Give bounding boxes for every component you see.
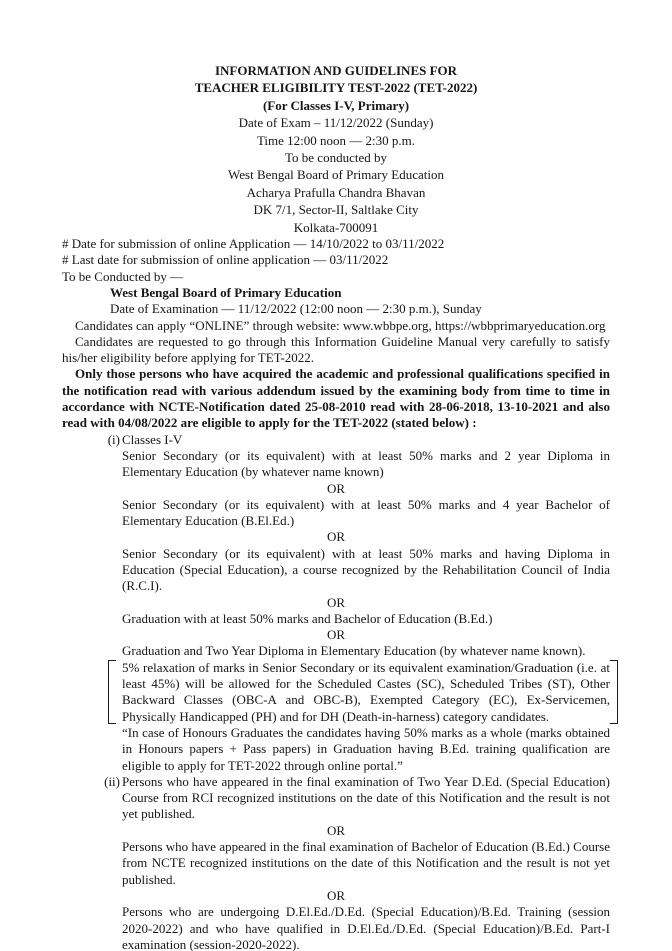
relaxation-note-bracketed [122, 660, 610, 725]
appeared-option-1: Persons who have appeared in the final examination of Two Year D.Ed. (Special Education) Course from RCI recognized institutions on the date of this Notification and the result is not yet published. [122, 773, 610, 822]
section-i-heading: Classes I-V [122, 431, 183, 447]
board-name-line: West Bengal Board of Primary Education [228, 167, 444, 183]
or-separator: OR [326, 887, 346, 903]
title-line-1: INFORMATION AND GUIDELINES FOR [214, 63, 458, 78]
title-line-3: (For Classes I-V, Primary) [262, 97, 410, 113]
eligibility-statement: Only those persons who have acquired the academic and professional qualifications specified in the notification read with various addendum issued by the examining body from time to time in accordance with NCTE-Notification dated 25-08-2010 read with 28-06-2018, 13-10-2021 and also read with 04/08/2022 are eligible to apply for the TET-2022 (stated below) : [62, 366, 610, 431]
conducted-by-line: To be conducted by [285, 150, 387, 166]
qualification-option-4: Graduation with at least 50% marks and Bachelor of Education (B.Ed.) [122, 610, 493, 626]
or-separator: OR [326, 627, 346, 643]
right-bracket-decoration [610, 660, 618, 724]
qualification-option-2: Senior Secondary (or its equivalent) with at least 50% marks and 4 year Bachelor of Elementary Education (B.El.Ed.) [122, 496, 610, 529]
board-street-line: DK 7/1, Sector-II, Saltlake City [253, 202, 419, 218]
qualification-option-3: Senior Secondary (or its equivalent) with at least 50% marks and having Diploma in Education (Special Education), a course recognized by the Rehabilitation Council of India (R.C.I). [122, 545, 610, 594]
appeared-option-3: Persons who are undergoing D.El.Ed./D.Ed. (Special Education)/B.Ed. Training (session 2020-2022) and who have qualified in D.El.Ed./D.Ed. (Special Education)/B.Ed. Part-I examination (session-2020-2022). [122, 904, 610, 951]
or-separator: OR [326, 594, 346, 610]
or-separator: OR [326, 480, 346, 496]
or-separator: OR [326, 822, 346, 838]
or-separator: OR [326, 529, 346, 545]
apply-online-note: Candidates can apply “ONLINE” through website: www.wbbpe.org, https://wbbprimaryeducation.org [75, 317, 606, 333]
document-header [62, 62, 610, 236]
section-ii-label: (ii) [104, 773, 120, 789]
conducted-by-label: To be Conducted by — [62, 268, 184, 284]
qualification-option-5: Graduation and Two Year Diploma in Elementary Education (by whatever name known). [122, 643, 586, 659]
left-bracket-decoration [108, 660, 116, 724]
section-ii [104, 773, 610, 823]
last-date-line: # Last date for submission of online application — 03/11/2022 [62, 252, 389, 268]
appeared-option-2: Persons who have appeared in the final examination of Bachelor of Education (B.Ed.) Course from NCTE recognized institutions on the date of this Notification and the result is not yet published. [122, 839, 610, 887]
board-building-line: Acharya Prafulla Chandra Bhavan [246, 184, 426, 200]
board-city-line: Kolkata-700091 [293, 219, 379, 235]
application-window-line: # Date for submission of online Application — 14/10/2022 to 03/11/2022 [62, 236, 445, 252]
exam-date-line: Date of Exam – 11/12/2022 (Sunday) [238, 115, 434, 131]
title-line-2: TEACHER ELIGIBILITY TEST-2022 (TET-2022) [194, 80, 478, 96]
examination-date-line: Date of Examination — 11/12/2022 (12:00 noon — 2:30 p.m.), Sunday [110, 301, 482, 317]
relaxation-note: 5% relaxation of marks in Senior Secondary or its equivalent examination/Graduation (i.e. at least 45%) will be allowed for the Scheduled Castes (SC), Scheduled Tribes (ST), Other Backward Classes (OBC-A and OBC-B), Exempted Category (EC), Ex-Servicemen, Physically Handicapped (PH) and for DH (Death-in-harness) category candidates. [122, 659, 610, 724]
section-i [107, 431, 610, 448]
guideline-note: Candidates are requested to go through this Information Guideline Manual very carefully to satisfy his/her eligibility before applying for TET-2022. [62, 333, 610, 366]
qualification-option-1: Senior Secondary (or its equivalent) with at least 50% marks and 2 year Diploma in Elementary Education (by whatever name known) [122, 447, 610, 480]
conducting-board-name: West Bengal Board of Primary Education [110, 284, 342, 300]
exam-time-line: Time 12:00 noon — 2:30 p.m. [256, 132, 416, 148]
section-i-label: (i) [107, 431, 120, 447]
honours-graduates-note: “In case of Honours Graduates the candidates having 50% marks as a whole (marks obtained in Honours papers + Pass papers) in Graduation having B.Ed. training qualification are eligible to apply for TET-2022 through online portal.” [122, 724, 610, 773]
